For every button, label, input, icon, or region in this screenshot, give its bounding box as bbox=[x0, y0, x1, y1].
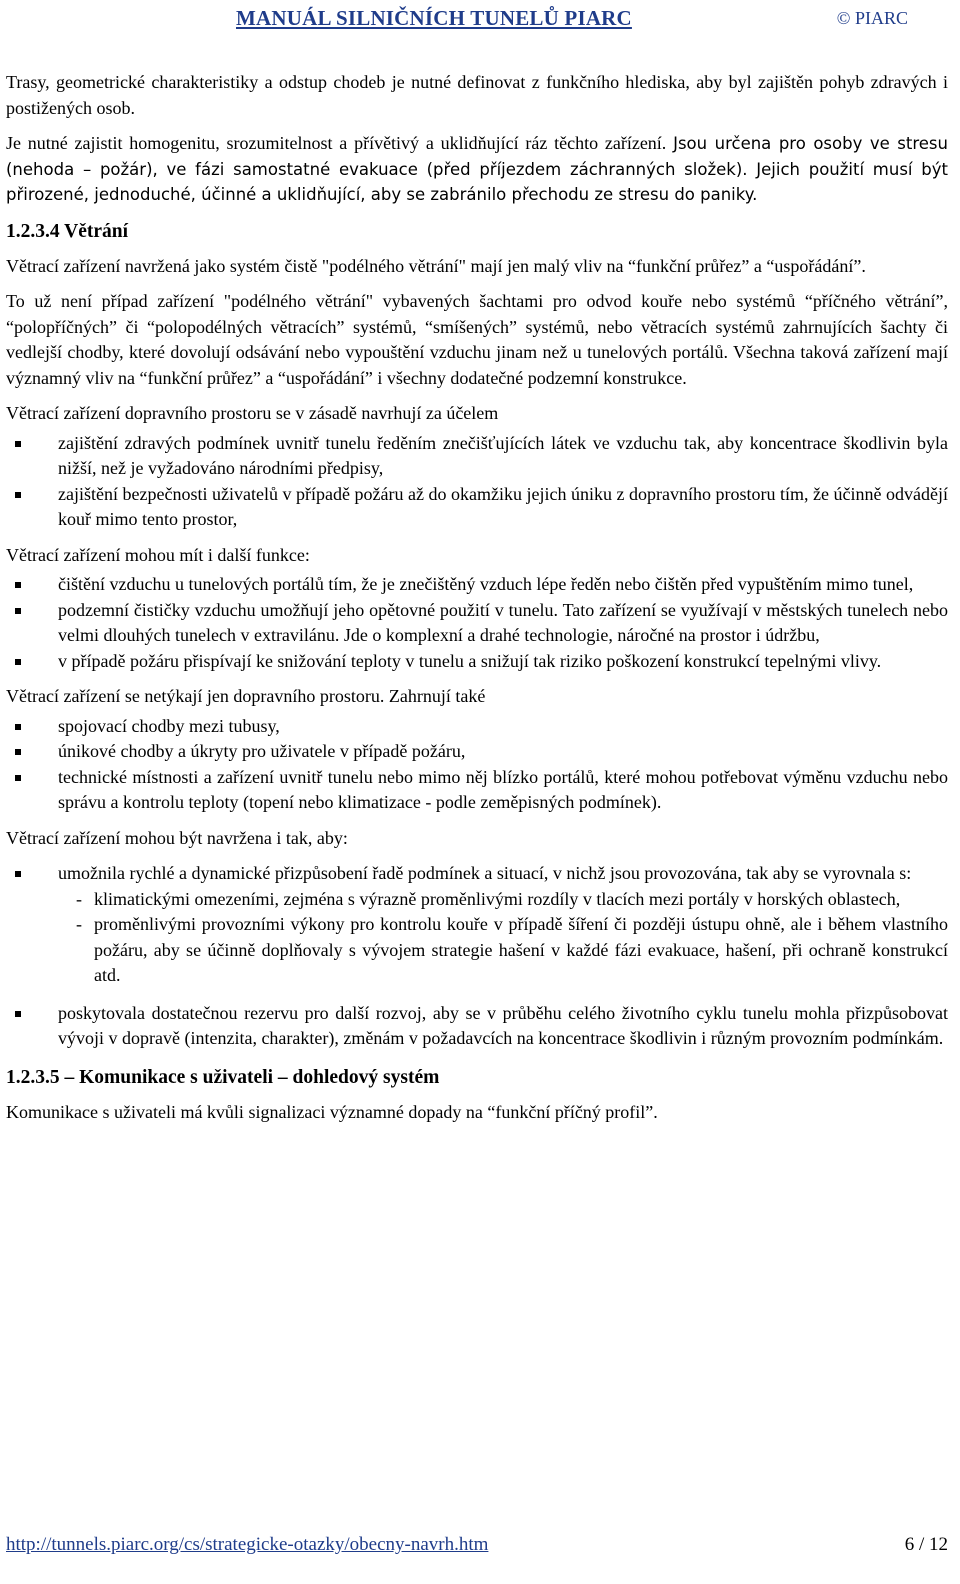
page-header bbox=[6, 6, 948, 36]
list-item-text: zajištění zdravých podmínek uvnitř tunelu ředěním znečišťujících látek ve vzduchu tak, aby koncentrace škodlivin byla nižší, než je vyžadováno národními předpisy, bbox=[58, 432, 948, 478]
paragraph-part: Je nutné zajistit homogenitu, srozumitelnost a přívětivý a uklidňující ráz těchto zařízení. bbox=[6, 133, 674, 153]
list-item-text: zajištění bezpečnosti uživatelů v případě požáru až do okamžiku jejich úniku z dopravního prostoru tím, že účinně odvádějí kouř mimo tento prostor, bbox=[58, 483, 948, 529]
paragraph: Trasy, geometrické charakteristiky a odstup chodeb je nutné definovat z funkčního hlediska, aby byl zajištěn pohyb zdravých i postižených osob. bbox=[6, 72, 948, 118]
list-item bbox=[6, 765, 948, 816]
footer-url-link[interactable]: http://tunnels.piarc.org/cs/strategicke-otazky/obecny-navrh.htm bbox=[6, 1534, 489, 1555]
list-item bbox=[6, 431, 948, 482]
paragraph: Větrací zařízení navržená jako systém čistě "podélného větrání" mají jen malý vliv na “funkční průřez” a “uspořádání”. bbox=[6, 255, 866, 276]
page-footer bbox=[6, 1534, 948, 1564]
dash-item bbox=[58, 887, 948, 913]
list-item bbox=[6, 572, 948, 598]
page-content bbox=[6, 70, 948, 1135]
bullet-list bbox=[6, 572, 948, 674]
paragraph-part: Jsou určena pro osoby ve stresu (nehoda – požár), ve fázi samostatné evakuace (před příjezdem záchranných složek). Jejich použití musí být přirozené, jednoduché, účinné a uklidňující, aby se zabránilo přechodu ze stresu do paniky. bbox=[6, 134, 948, 204]
list-item bbox=[6, 861, 948, 989]
list-item bbox=[6, 482, 948, 533]
section-heading: 1.2.3.5 – Komunikace s uživateli – dohledový systém bbox=[6, 1066, 440, 1088]
dash-item-text: proměnlivými provozními výkony pro kontrolu kouře v případě šíření či později ústupu ohně, ale i během vlastního požáru, aby se účinně doplňovaly s vývojem strategie hašení v každé fázi evakuace, hašení, při ochraně konstrukcí atd. bbox=[94, 914, 948, 985]
header-title[interactable]: MANUÁL SILNIČNÍCH TUNELŮ PIARC bbox=[236, 6, 632, 30]
paragraph: Větrací zařízení se netýkají jen dopravního prostoru. Zahrnují také bbox=[6, 686, 486, 706]
list-item-text: podzemní čističky vzduchu umožňují jeho opětovné použití v tunelu. Tato zařízení se využívají v městských tunelech nebo velmi dlouhých tunelech v extravilánu. Jde o komplexní a drahé technologie, náročné na prostor i údržbu, bbox=[58, 599, 948, 645]
list-item bbox=[6, 598, 948, 649]
header-copyright: © PIARC bbox=[836, 8, 908, 28]
list-item-text: technické místnosti a zařízení uvnitř tunelu nebo mimo něj blízko portálů, které mohou potřebovat výměnu vzduchu nebo správu a kontrolu teploty (topení nebo klimatizace - podle zeměpisných podmínek). bbox=[58, 766, 948, 812]
paragraph: Větrací zařízení dopravního prostoru se v zásadě navrhují za účelem bbox=[6, 403, 499, 423]
list-item bbox=[6, 1001, 948, 1052]
document-page bbox=[6, 0, 948, 1584]
square-bullet-icon bbox=[15, 582, 21, 588]
paragraph: Větrací zařízení mohou mít i další funkce: bbox=[6, 544, 310, 565]
list-item bbox=[6, 649, 948, 675]
list-item-text: umožnila rychlé a dynamické přizpůsobení řadě podmínek a situací, v nichž jsou provozována, tak aby se vyrovnala s: bbox=[58, 863, 912, 883]
list-item bbox=[6, 739, 948, 765]
dash-list bbox=[58, 887, 948, 989]
page-number: 6 / 12 bbox=[904, 1534, 948, 1555]
square-bullet-icon bbox=[15, 608, 21, 614]
bullet-list bbox=[6, 861, 948, 1052]
bullet-list bbox=[6, 431, 948, 533]
square-bullet-icon bbox=[15, 775, 21, 781]
square-bullet-icon bbox=[15, 1011, 21, 1017]
bullet-list bbox=[6, 714, 948, 816]
square-bullet-icon bbox=[15, 749, 21, 755]
paragraph: Větrací zařízení mohou být navržena i tak, aby: bbox=[6, 827, 348, 848]
list-item-text: poskytovala dostatečnou rezervu pro další rozvoj, aby se v průběhu celého životního cyklu tunelu mohla přizpůsobovat vývoji v dopravě (intenzita, charakter), změnám v požadavcích na koncentrace škodlivin i různým provozním podmínkám. bbox=[58, 1002, 948, 1048]
list-item-text: spojovací chodby mezi tubusy, bbox=[58, 715, 280, 736]
square-bullet-icon bbox=[15, 492, 21, 498]
paragraph: Komunikace s uživateli má kvůli signalizaci významné dopady na “funkční příčný profil”. bbox=[6, 1101, 658, 1122]
paragraph: To už není případ zařízení "podélného větrání" vybavených šachtami pro odvod kouře nebo systémů “příčného větrání”, “polopříčných” či “polopodélných větracích” systémů, “smíšených” systémů, nebo větracích systémů zahrnujících šachty či vedlejší chodby, které dovolují odsávání nebo vypouštění vzduchu jinam než u tunelových portálů. Všechna taková zařízení mají významný vliv na “funkční průřez” a “uspořádání” i všechny dodatečné podzemní konstrukce. bbox=[6, 291, 948, 388]
dash-bullet-icon: - bbox=[76, 914, 82, 934]
list-item-text: v případě požáru přispívají ke snižování teploty v tunelu a snižují tak riziko poškození konstrukcí tepelnými vlivy. bbox=[58, 650, 882, 671]
square-bullet-icon bbox=[15, 441, 21, 447]
square-bullet-icon bbox=[15, 724, 21, 730]
dash-item bbox=[58, 912, 948, 989]
square-bullet-icon bbox=[15, 871, 21, 877]
dash-bullet-icon: - bbox=[76, 888, 82, 909]
dash-item-text: klimatickými omezeními, zejména s výrazně proměnlivými rozdíly v tlacích mezi portály v horských oblastech, bbox=[94, 888, 901, 909]
paragraph bbox=[6, 131, 948, 208]
list-item-text: čištění vzduchu u tunelových portálů tím, že je znečištěný vzduch lépe ředěn nebo čištěn před vypuštěním mimo tunel, bbox=[58, 574, 914, 594]
section-heading: 1.2.3.4 Větrání bbox=[6, 220, 129, 242]
list-item-text: únikové chodby a úkryty pro uživatele v případě požáru, bbox=[58, 741, 466, 761]
list-item bbox=[6, 714, 948, 740]
square-bullet-icon bbox=[15, 659, 21, 665]
